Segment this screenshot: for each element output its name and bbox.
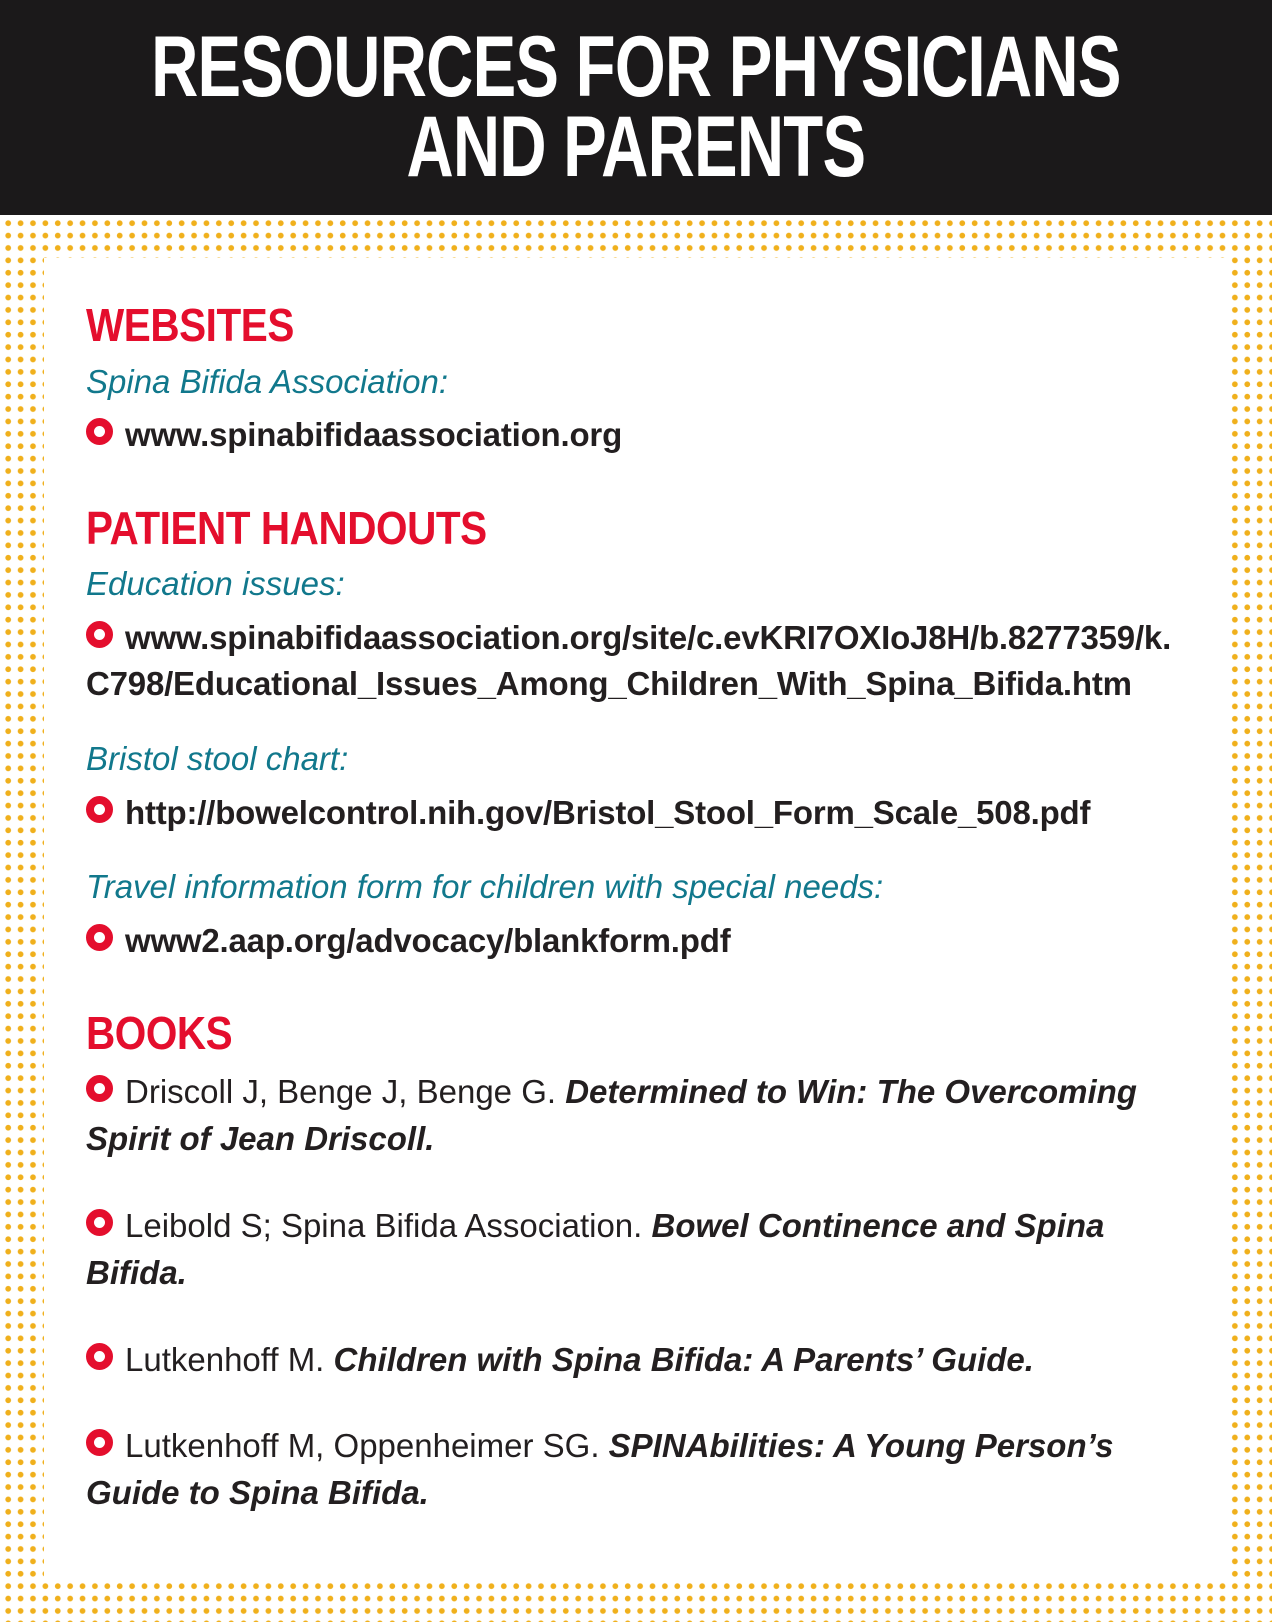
section-patient-handouts: [86, 503, 1180, 965]
book-title: Determined to Win: The Overcoming Spirit of Jean Driscoll.: [86, 1073, 1137, 1157]
bullet-icon: [86, 1343, 113, 1370]
book-authors: Lutkenhoff M.: [125, 1340, 334, 1378]
resource-label: Travel information form for children with special needs:: [86, 868, 884, 906]
book-entry: [86, 1423, 1180, 1517]
section-heading-patient-handouts: PATIENT HANDOUTS: [86, 501, 487, 554]
book-authors: Driscoll J, Benge J, Benge G.: [125, 1073, 566, 1111]
book-authors: Lutkenhoff M, Oppenheimer SG.: [125, 1427, 609, 1465]
resource-entry: [86, 615, 1180, 709]
bullet-icon: [86, 1429, 113, 1456]
resource-url: www.spinabifidaassociation.org/site/c.evKRI7OXIoJ8H/b.8277359/k.C798/Educational_Issues_Among_Children_With_Spina_Bifida.htm: [86, 618, 1172, 703]
book-title: Bowel Continence and Spina Bifida.: [86, 1206, 1105, 1291]
bullet-icon: [86, 1209, 113, 1236]
resource-entry: [86, 918, 1180, 965]
bullet-icon: [86, 621, 113, 648]
book-title: Children with Spina Bifida: A Parents’ Guide.: [333, 1340, 1034, 1378]
resource-url: http://bowelcontrol.nih.gov/Bristol_Stool_Form_Scale_508.pdf: [125, 793, 1091, 831]
section-heading-websites: WEBSITES: [86, 299, 294, 351]
section-websites: [86, 300, 1180, 459]
resource-url: www2.aap.org/advocacy/blankform.pdf: [125, 921, 731, 959]
dotted-border-frame: [0, 215, 1272, 1622]
resource-url: www.spinabifidaassociation.org: [125, 415, 623, 453]
book-entry: [86, 1337, 1180, 1384]
page-title-line1: RESOURCES FOR PHYSICIANS: [151, 18, 1121, 115]
book-title: SPINAbilities: A Young Person’s Guide to Spina Bifida.: [86, 1427, 1114, 1512]
resource-label: Spina Bifida Association:: [86, 362, 448, 400]
resource-entry: [86, 412, 1180, 459]
page-title-line2: AND PARENTS: [406, 98, 866, 195]
section-heading-books: BOOKS: [86, 1007, 233, 1060]
resource-label: Education issues:: [86, 565, 345, 603]
resource-entry: [86, 790, 1180, 837]
book-entry: [86, 1203, 1180, 1297]
bullet-icon: [86, 924, 113, 951]
resource-label: Bristol stool chart:: [86, 740, 349, 778]
header-bar: [0, 0, 1272, 215]
page-title: [151, 18, 1121, 195]
section-books: [86, 1008, 1180, 1517]
bullet-icon: [86, 418, 113, 445]
content-panel: [44, 258, 1228, 1580]
book-authors: Leibold S; Spina Bifida Association.: [125, 1206, 652, 1244]
bullet-icon: [86, 796, 113, 823]
book-entry: [86, 1069, 1180, 1163]
bullet-icon: [86, 1075, 113, 1102]
